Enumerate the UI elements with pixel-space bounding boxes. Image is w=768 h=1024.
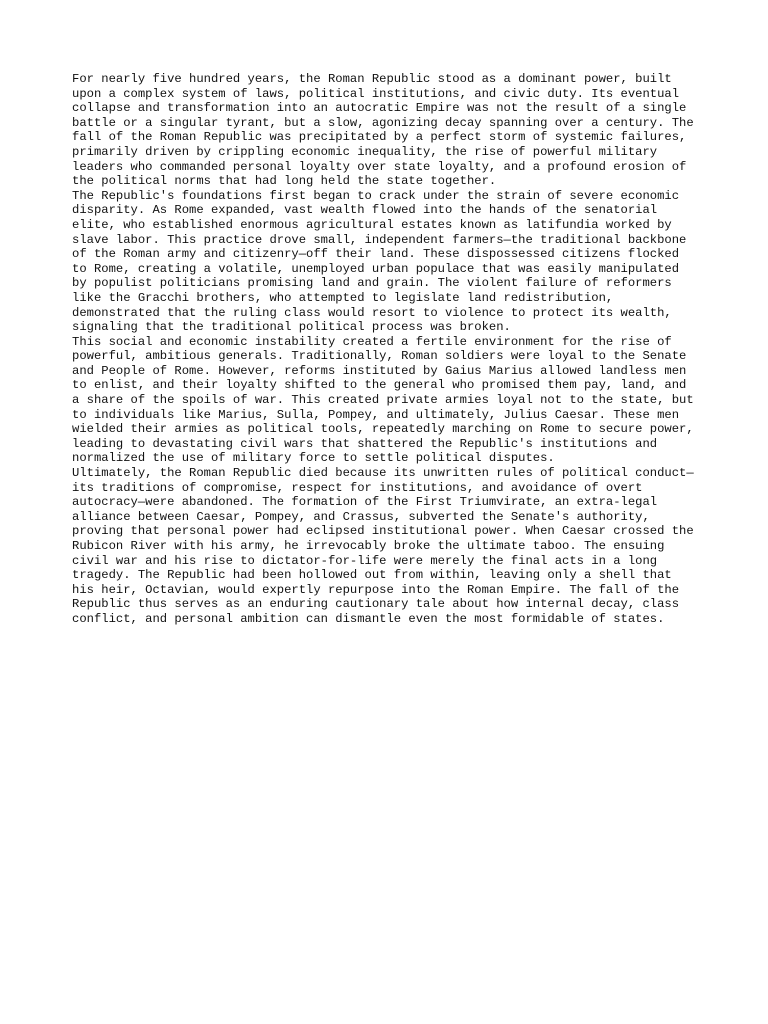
paragraph-intro: For nearly five hundred years, the Roman Republic stood as a dominant power, built upon a complex system of laws, political institutions, and civic duty. Its eventual collapse and transformation into an autocratic Empire was not the result of a single battle or a singular tyrant, but a slow, agonizing decay spanning over a century. The fall of the Roman Republic was precipitated by a perfect storm of systemic failures, primarily driven by crippling economic inequality, the rise of powerful military leaders who commanded personal loyalty over state loyalty, and a profound erosion of the political norms that had long held the state together. bbox=[72, 72, 694, 189]
paragraph-military-leaders: This social and economic instability created a fertile environment for the rise of powerful, ambitious generals. Traditionally, Roman soldiers were loyal to the Senate and People of Rome. However, reforms instituted by Gaius Marius allowed landless men to enlist, and their loyalty shifted to the general who promised them pay, land, and a share of the spoils of war. This created private armies loyal not to the state, but to individuals like Marius, Sulla, Pompey, and ultimately, Julius Caesar. These men wielded their armies as political tools, repeatedly marching on Rome to secure power, leading to devastating civil wars that shattered the Republic's institutions and normalized the use of military force to settle political disputes. bbox=[72, 334, 694, 466]
paragraph-erosion-of-norms: Ultimately, the Roman Republic died because its unwritten rules of political conduct—its traditions of compromise, respect for institutions, and avoidance of overt autocracy—were abandoned. The formation of the First Triumvirate, an extra-legal alliance between Caesar, Pompey, and Crassus, subverted the Senate's authority, proving that personal power had eclipsed institutional power. When Caesar crossed the Rubicon River with his army, he irrevocably broke the ultimate taboo. The ensuing civil war and his rise to dictator-for-life were merely the final acts in a long tragedy. The Republic had been hollowed out from within, leaving only a shell that his heir, Octavian, would expertly repurpose into the Roman Empire. The fall of the Republic thus serves as an enduring cautionary tale about how internal decay, class conflict, and personal ambition can dismantle even the most formidable of states. bbox=[72, 466, 694, 626]
document-page bbox=[72, 72, 696, 627]
paragraph-economic-disparity: The Republic's foundations first began to crack under the strain of severe economic disparity. As Rome expanded, vast wealth flowed into the hands of the senatorial elite, who established enormous agricultural estates known as latifundia worked by slave labor. This practice drove small, independent farmers—the traditional backbone of the Roman army and citizenry—off their land. These dispossessed citizens flocked to Rome, creating a volatile, unemployed urban populace that was easily manipulated by populist politicians promising land and grain. The violent failure of reformers like the Gracchi brothers, who attempted to legislate land redistribution, demonstrated that the ruling class would resort to violence to protect its wealth, signaling that the traditional political process was broken. bbox=[72, 188, 687, 335]
